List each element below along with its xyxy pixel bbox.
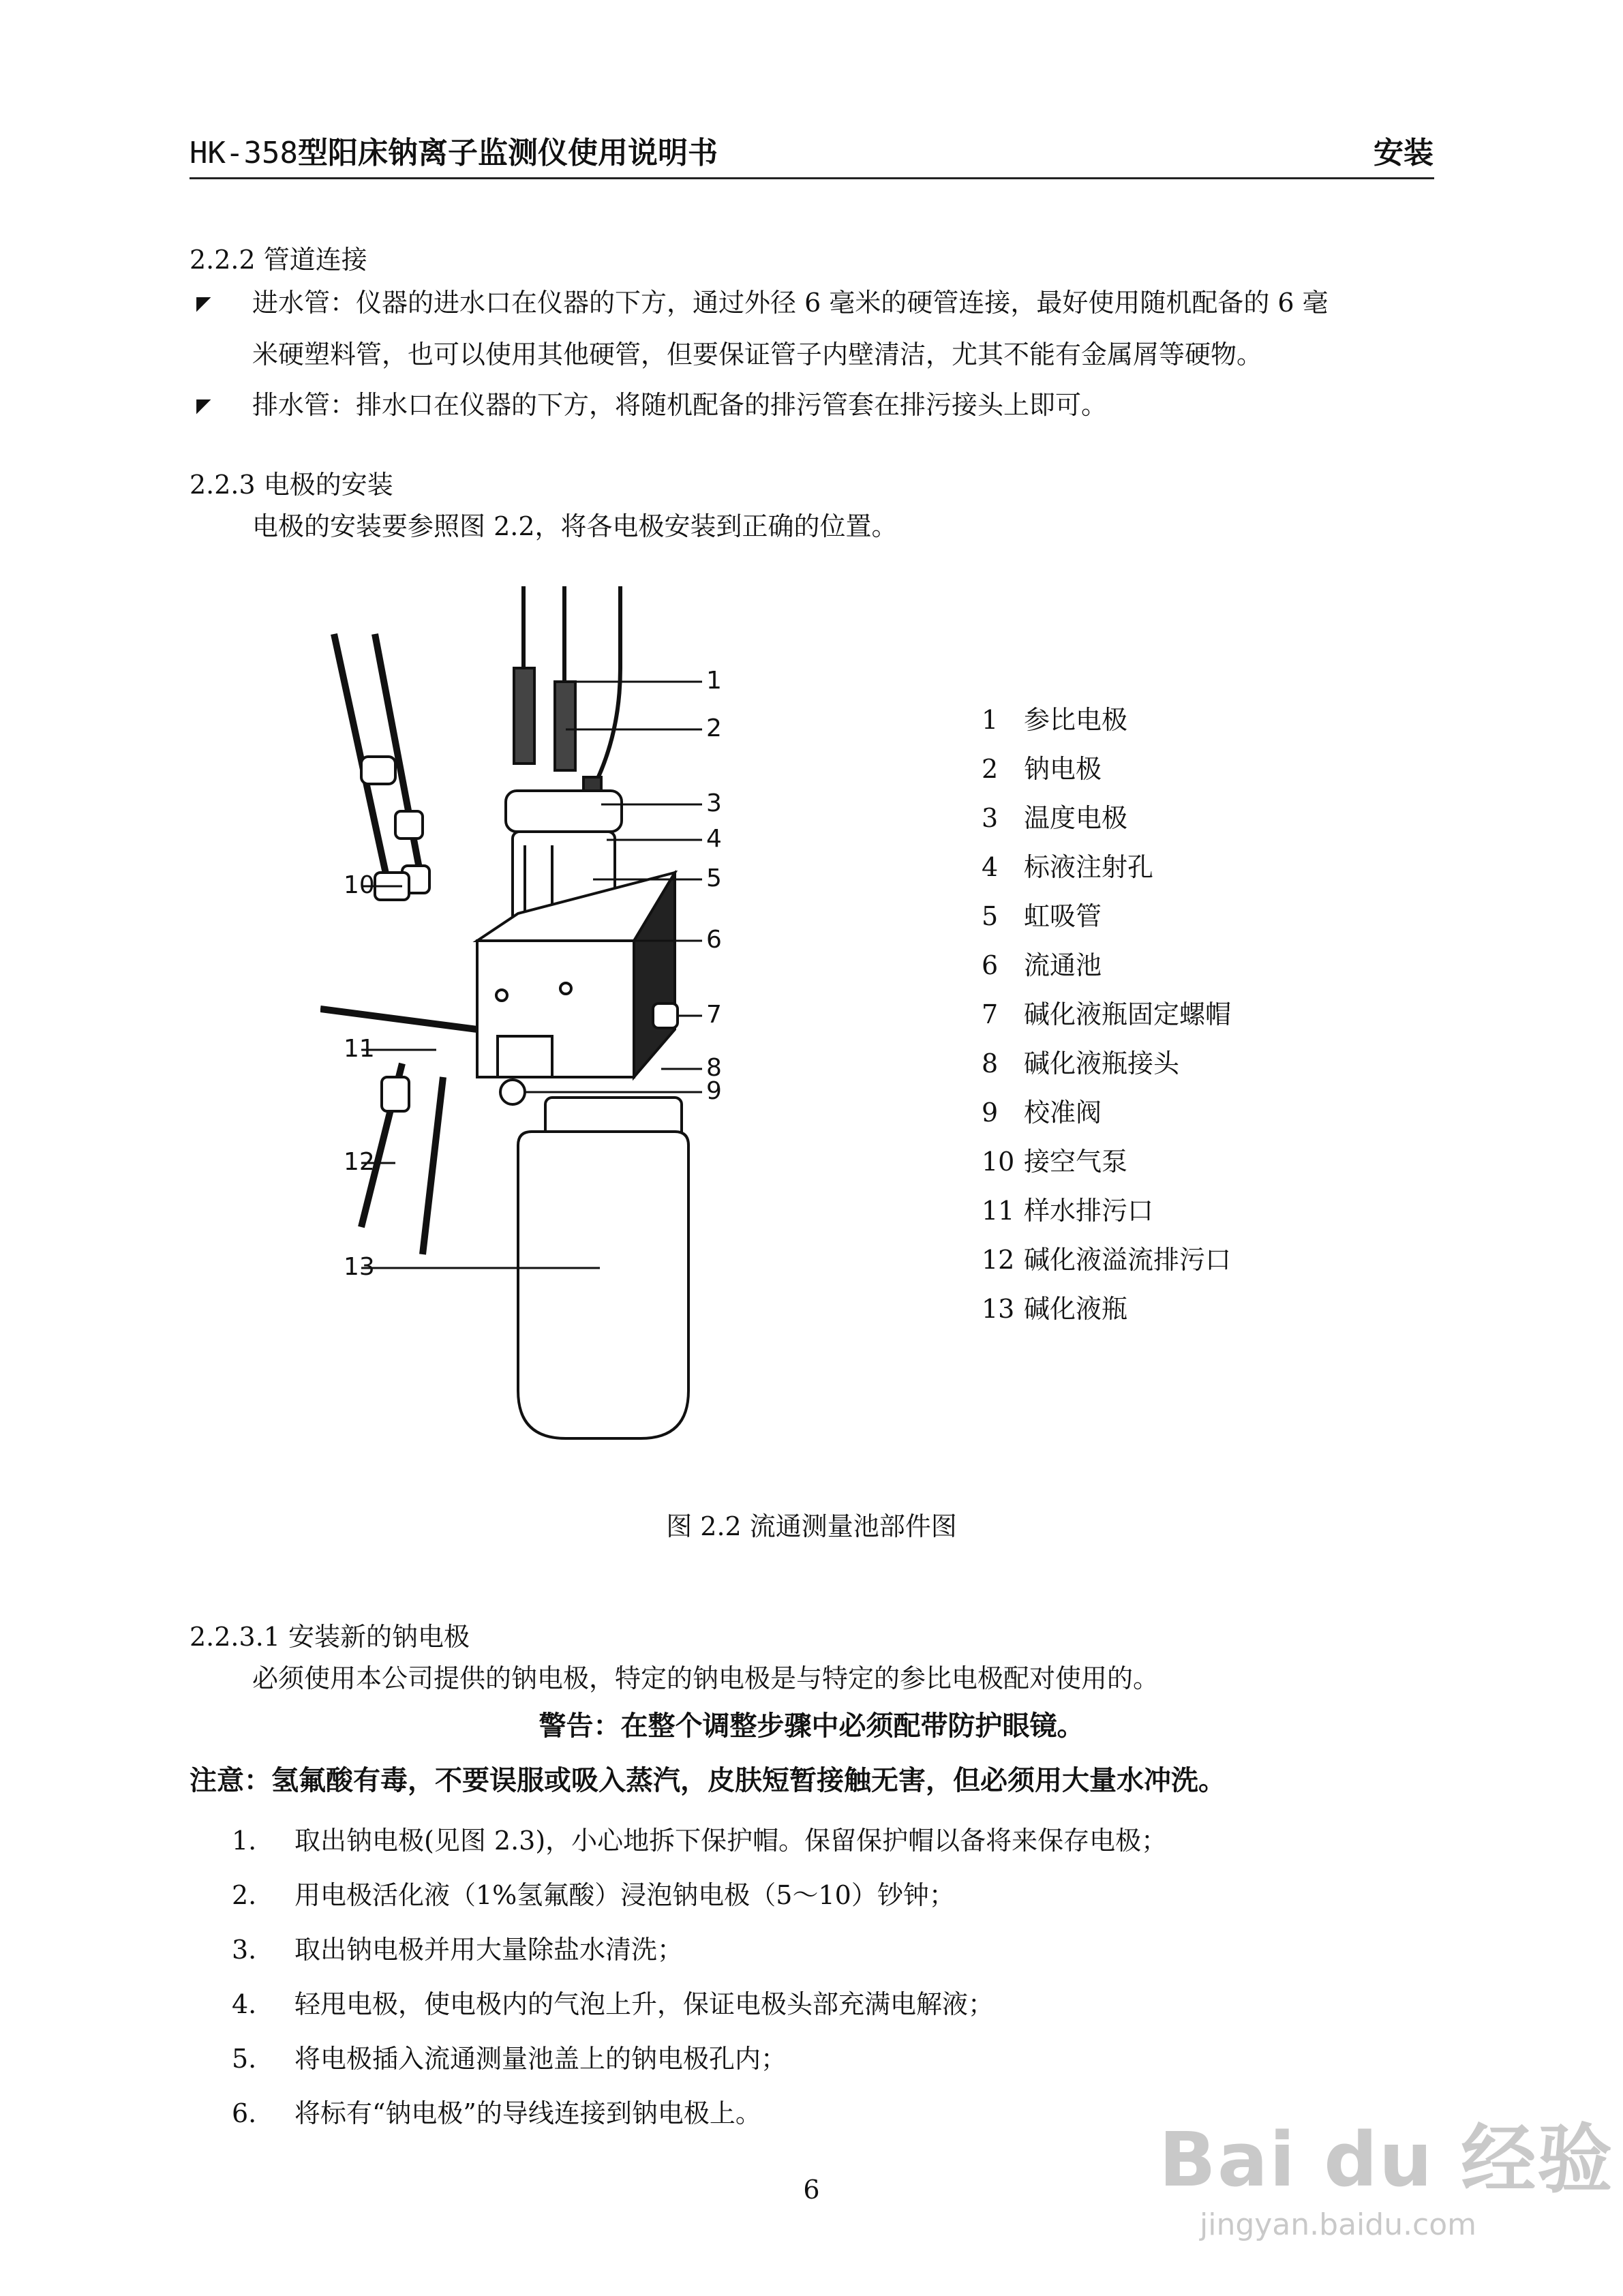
list-item: 5. 将电极插入流通测量池盖上的钠电极孔内； <box>232 2044 787 2074</box>
callout-13: 13 <box>344 1253 375 1281</box>
callout-8: 8 <box>706 1054 722 1082</box>
list-item: 1. 取出钠电极(见图 2.3)，小心地拆下保护帽。保留保护帽以备将来保存电极； <box>232 1826 1168 1856</box>
callout-9: 9 <box>706 1077 722 1105</box>
page-number: 6 <box>803 2175 820 2205</box>
paragraph-inlet-pipe <box>252 277 1438 380</box>
inlet-pipe-line-1: 进水管：仪器的进水口在仪器的下方，通过外径 6 毫米的硬管连接，最好使用随机配备的 6 毫 <box>252 288 1329 318</box>
watermark-logo-text: Bai du 经验 <box>1159 2116 1614 2203</box>
callout-12: 12 <box>344 1148 375 1176</box>
header-model: HK-358 <box>189 136 298 170</box>
figure-caption: 图 2.2 流通测量池部件图 <box>666 1511 957 1541</box>
baidu-watermark <box>1159 2100 1613 2242</box>
callout-4: 4 <box>706 825 722 853</box>
legend-item: 3 温度电极 <box>982 803 1128 833</box>
callout-2: 2 <box>706 714 722 742</box>
legend-item: 5 虹吸管 <box>982 901 1102 931</box>
note-text: 注意：氢氟酸有毒，不要误服或吸入蒸汽，皮肤短暂接触无害，但必须用大量水冲洗。 <box>189 1765 1226 1796</box>
heading-2-2-3-1: 2.2.3.1 安装新的钠电极 <box>189 1622 470 1652</box>
legend-item: 11 样水排污口 <box>982 1196 1154 1226</box>
callout-10: 10 <box>344 871 375 899</box>
legend-item: 12 碱化液溢流排污口 <box>982 1245 1232 1275</box>
list-item: 4. 轻甩电极，使电极内的气泡上升，保证电极头部充满电解液； <box>232 1989 995 2019</box>
legend-item: 10 接空气泵 <box>982 1147 1128 1177</box>
paragraph-electrode-install: 电极的安装要参照图 2.2，将各电极安装到正确的位置。 <box>252 511 898 541</box>
legend-item: 9 校准阀 <box>982 1098 1102 1128</box>
callout-11: 11 <box>344 1035 375 1063</box>
callout-6: 6 <box>706 926 722 954</box>
legend-item: 4 标液注射孔 <box>982 852 1154 882</box>
callout-1: 1 <box>706 667 722 695</box>
heading-2-2-3: 2.2.3 电极的安装 <box>189 470 393 500</box>
legend-item: 8 碱化液瓶接头 <box>982 1048 1180 1078</box>
watermark-url: jingyan.baidu.com <box>1200 2207 1477 2242</box>
inlet-pipe-line-2: 米硬塑料管，也可以使用其他硬管，但要保证管子内壁清洁，尤其不能有金属屑等硬物。 <box>252 339 1263 369</box>
callout-5: 5 <box>706 864 722 892</box>
flow-cell-diagram <box>320 586 743 1459</box>
list-item: 3. 取出钠电极并用大量除盐水清洗； <box>232 1935 684 1965</box>
figure-legend <box>982 695 1231 1333</box>
bullet-marker-icon: ◤ <box>196 292 211 314</box>
running-header <box>189 128 718 172</box>
legend-item: 1 参比电极 <box>982 705 1128 735</box>
install-steps-list <box>232 1813 1167 2141</box>
list-item: 6. 将标有“钠电极”的导线连接到钠电极上。 <box>232 2098 761 2128</box>
header-section: 安装 <box>1374 136 1434 170</box>
legend-item: 2 钠电极 <box>982 754 1102 784</box>
warning-text: 警告：在整个调整步骤中必须配带防护眼镜。 <box>539 1710 1084 1742</box>
callout-7: 7 <box>706 1001 722 1029</box>
paragraph-sodium-electrode: 必须使用本公司提供的钠电极，特定的钠电极是与特定的参比电极配对使用的。 <box>252 1663 1159 1693</box>
legend-item: 6 流通池 <box>982 950 1102 980</box>
heading-2-2-2: 2.2.2 管道连接 <box>189 245 367 275</box>
paragraph-drain-pipe: 排水管：排水口在仪器的下方，将随机配备的排污管套在排污接头上即可。 <box>252 390 1108 420</box>
callout-3: 3 <box>706 789 722 817</box>
header-rule <box>189 177 1434 179</box>
header-title: 型阳床钠离子监测仪使用说明书 <box>297 136 718 170</box>
list-item: 2. 用电极活化液（1%氢氟酸）浸泡钠电极（5～10）钞钟； <box>232 1880 955 1910</box>
legend-item: 7 碱化液瓶固定螺帽 <box>982 999 1232 1029</box>
legend-item: 13 碱化液瓶 <box>982 1294 1128 1324</box>
bullet-marker-icon: ◤ <box>196 394 211 417</box>
